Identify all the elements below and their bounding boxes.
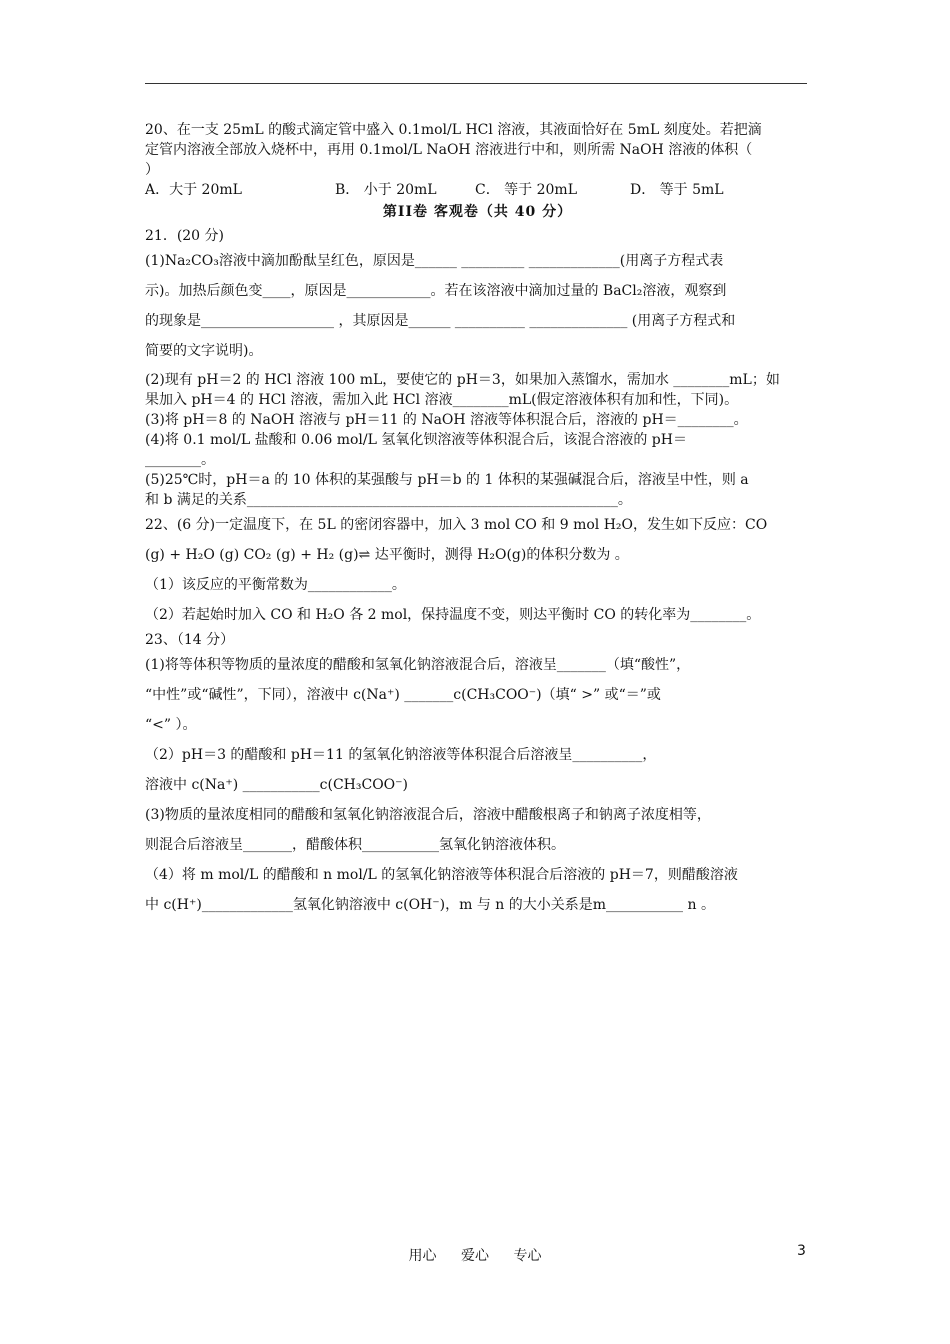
q20-line-1: 20、在一支 25mL 的酸式滴定管中盛入 0.1mol/L HCl 溶液，其液面恰好在 5mL 刻度处。若把滴	[145, 122, 762, 138]
q22-p2: （2）若起始时加入 CO 和 H₂O 各 2 mol，保持温度不变，则达平衡时 CO 的转化率为________。	[145, 607, 761, 623]
q23-p1-line-3: “<” ）。	[145, 717, 197, 733]
page-content	[145, 120, 810, 920]
q21-p5-line-2: 和 b 满足的关系_____________________________________________________。	[145, 492, 632, 508]
q21-p5-line-1: (5)25℃时，pH＝a 的 10 体积的某强酸与 pH＝b 的 1 体积的某强碱混合后，溶液呈中性，则 a	[145, 472, 749, 488]
q21-p1-line-4: 简要的文字说明)。	[145, 343, 263, 359]
header-rule	[145, 83, 807, 84]
q22-line-2: (g) + H₂O (g) CO₂ (g) + H₂ (g)⇌ 达平衡时，测得 H₂O(g)的体积分数为 。	[145, 547, 629, 563]
q23-p2-line-1: （2）pH＝3 的醋酸和 pH＝11 的氢氧化钠溶液等体积混合后溶液呈__________，	[145, 747, 657, 763]
q21-p2-line-2: 果加入 pH＝4 的 HCl 溶液，需加入此 HCl 溶液________mL(假定溶液体积有加和性，下同)。	[145, 392, 739, 408]
q21-p4-line-2: ________。	[145, 452, 215, 468]
q23-p1-line-2: “中性”或“碱性”，下同），溶液中 c(Na⁺) _______c(CH₃COO⁻)（填“ >” 或“＝”或	[145, 687, 661, 703]
choice-a: A．大于 20mL	[145, 182, 242, 198]
question-21	[145, 226, 810, 510]
q21-p1-line-3: 的现象是___________________ ，其原因是______ __________ ______________ (用离子方程式和	[145, 313, 736, 329]
q23-p4-line-2: 中 c(H⁺)_____________氢氧化钠溶液中 c(OH⁻)，m 与 n 的大小关系是m___________ n 。	[145, 897, 715, 913]
q21-p1-line-1: (1)Na₂CO₃溶液中滴加酚酞呈红色，原因是______ _________ _____________(用离子方程式表	[145, 253, 724, 269]
q23-p3-line-1: (3)物质的量浓度相同的醋酸和氢氧化钠溶液混合后，溶液中醋酸根离子和钠离子浓度相等，	[145, 807, 711, 823]
q21-p3: (3)将 pH＝8 的 NaOH 溶液与 pH＝11 的 NaOH 溶液等体积混合后，溶液的 pH＝________。	[145, 412, 748, 428]
q20-line-3: ）	[145, 162, 159, 178]
question-20	[145, 120, 810, 200]
q21-p4-line-1: (4)将 0.1 mol/L 盐酸和 0.06 mol/L 氢氧化钡溶液等体积混合后，该混合溶液的 pH＝	[145, 432, 687, 448]
q23-p1-line-1: (1)将等体积等物质的量浓度的醋酸和氢氧化钠溶液混合后，溶液呈_______（填“酸性”，	[145, 657, 691, 673]
page-footer: 用心 爱心 专心	[408, 1248, 542, 1264]
choice-b: B． 小于 20mL	[335, 182, 437, 198]
page-number: 3	[797, 1243, 806, 1259]
q23-p2-line-2: 溶液中 c(Na⁺) ___________c(CH₃COO⁻)	[145, 777, 409, 793]
section-title: 第II卷 客观卷（共 40 分）	[382, 204, 573, 220]
q23-p3-line-2: 则混合后溶液呈_______，醋酸体积___________氢氧化钠溶液体积。	[145, 837, 565, 853]
question-22	[145, 510, 810, 630]
question-23	[145, 630, 810, 920]
q21-head: 21．(20 分)	[145, 228, 225, 244]
choice-c: C． 等于 20mL	[475, 182, 577, 198]
choice-d: D． 等于 5mL	[630, 182, 724, 198]
q20-line-2: 定管内溶液全部放入烧杯中，再用 0.1mol/L NaOH 溶液进行中和，则所需 NaOH 溶液的体积（	[145, 142, 753, 158]
q23-head: 23、（14 分）	[145, 632, 235, 648]
q21-p1-line-2: 示)。加热后颜色变____，原因是____________。若在该溶液中滴加过量的 BaCl₂溶液，观察到	[145, 283, 727, 299]
q20-choices	[145, 180, 810, 200]
q22-p1: （1）该反应的平衡常数为____________。	[145, 577, 406, 593]
q23-p4-line-1: （4）将 m mol/L 的醋酸和 n mol/L 的氢氧化钠溶液等体积混合后溶液的 pH＝7，则醋酸溶液	[145, 867, 738, 883]
q21-p2-line-1: (2)现有 pH＝2 的 HCl 溶液 100 mL，要使它的 pH＝3，如果加入蒸馏水，需加水 ________mL；如	[145, 372, 780, 388]
q22-line-1: 22、(6 分)一定温度下，在 5L 的密闭容器中，加入 3 mol CO 和 9 mol H₂O，发生如下反应：CO	[145, 517, 768, 533]
